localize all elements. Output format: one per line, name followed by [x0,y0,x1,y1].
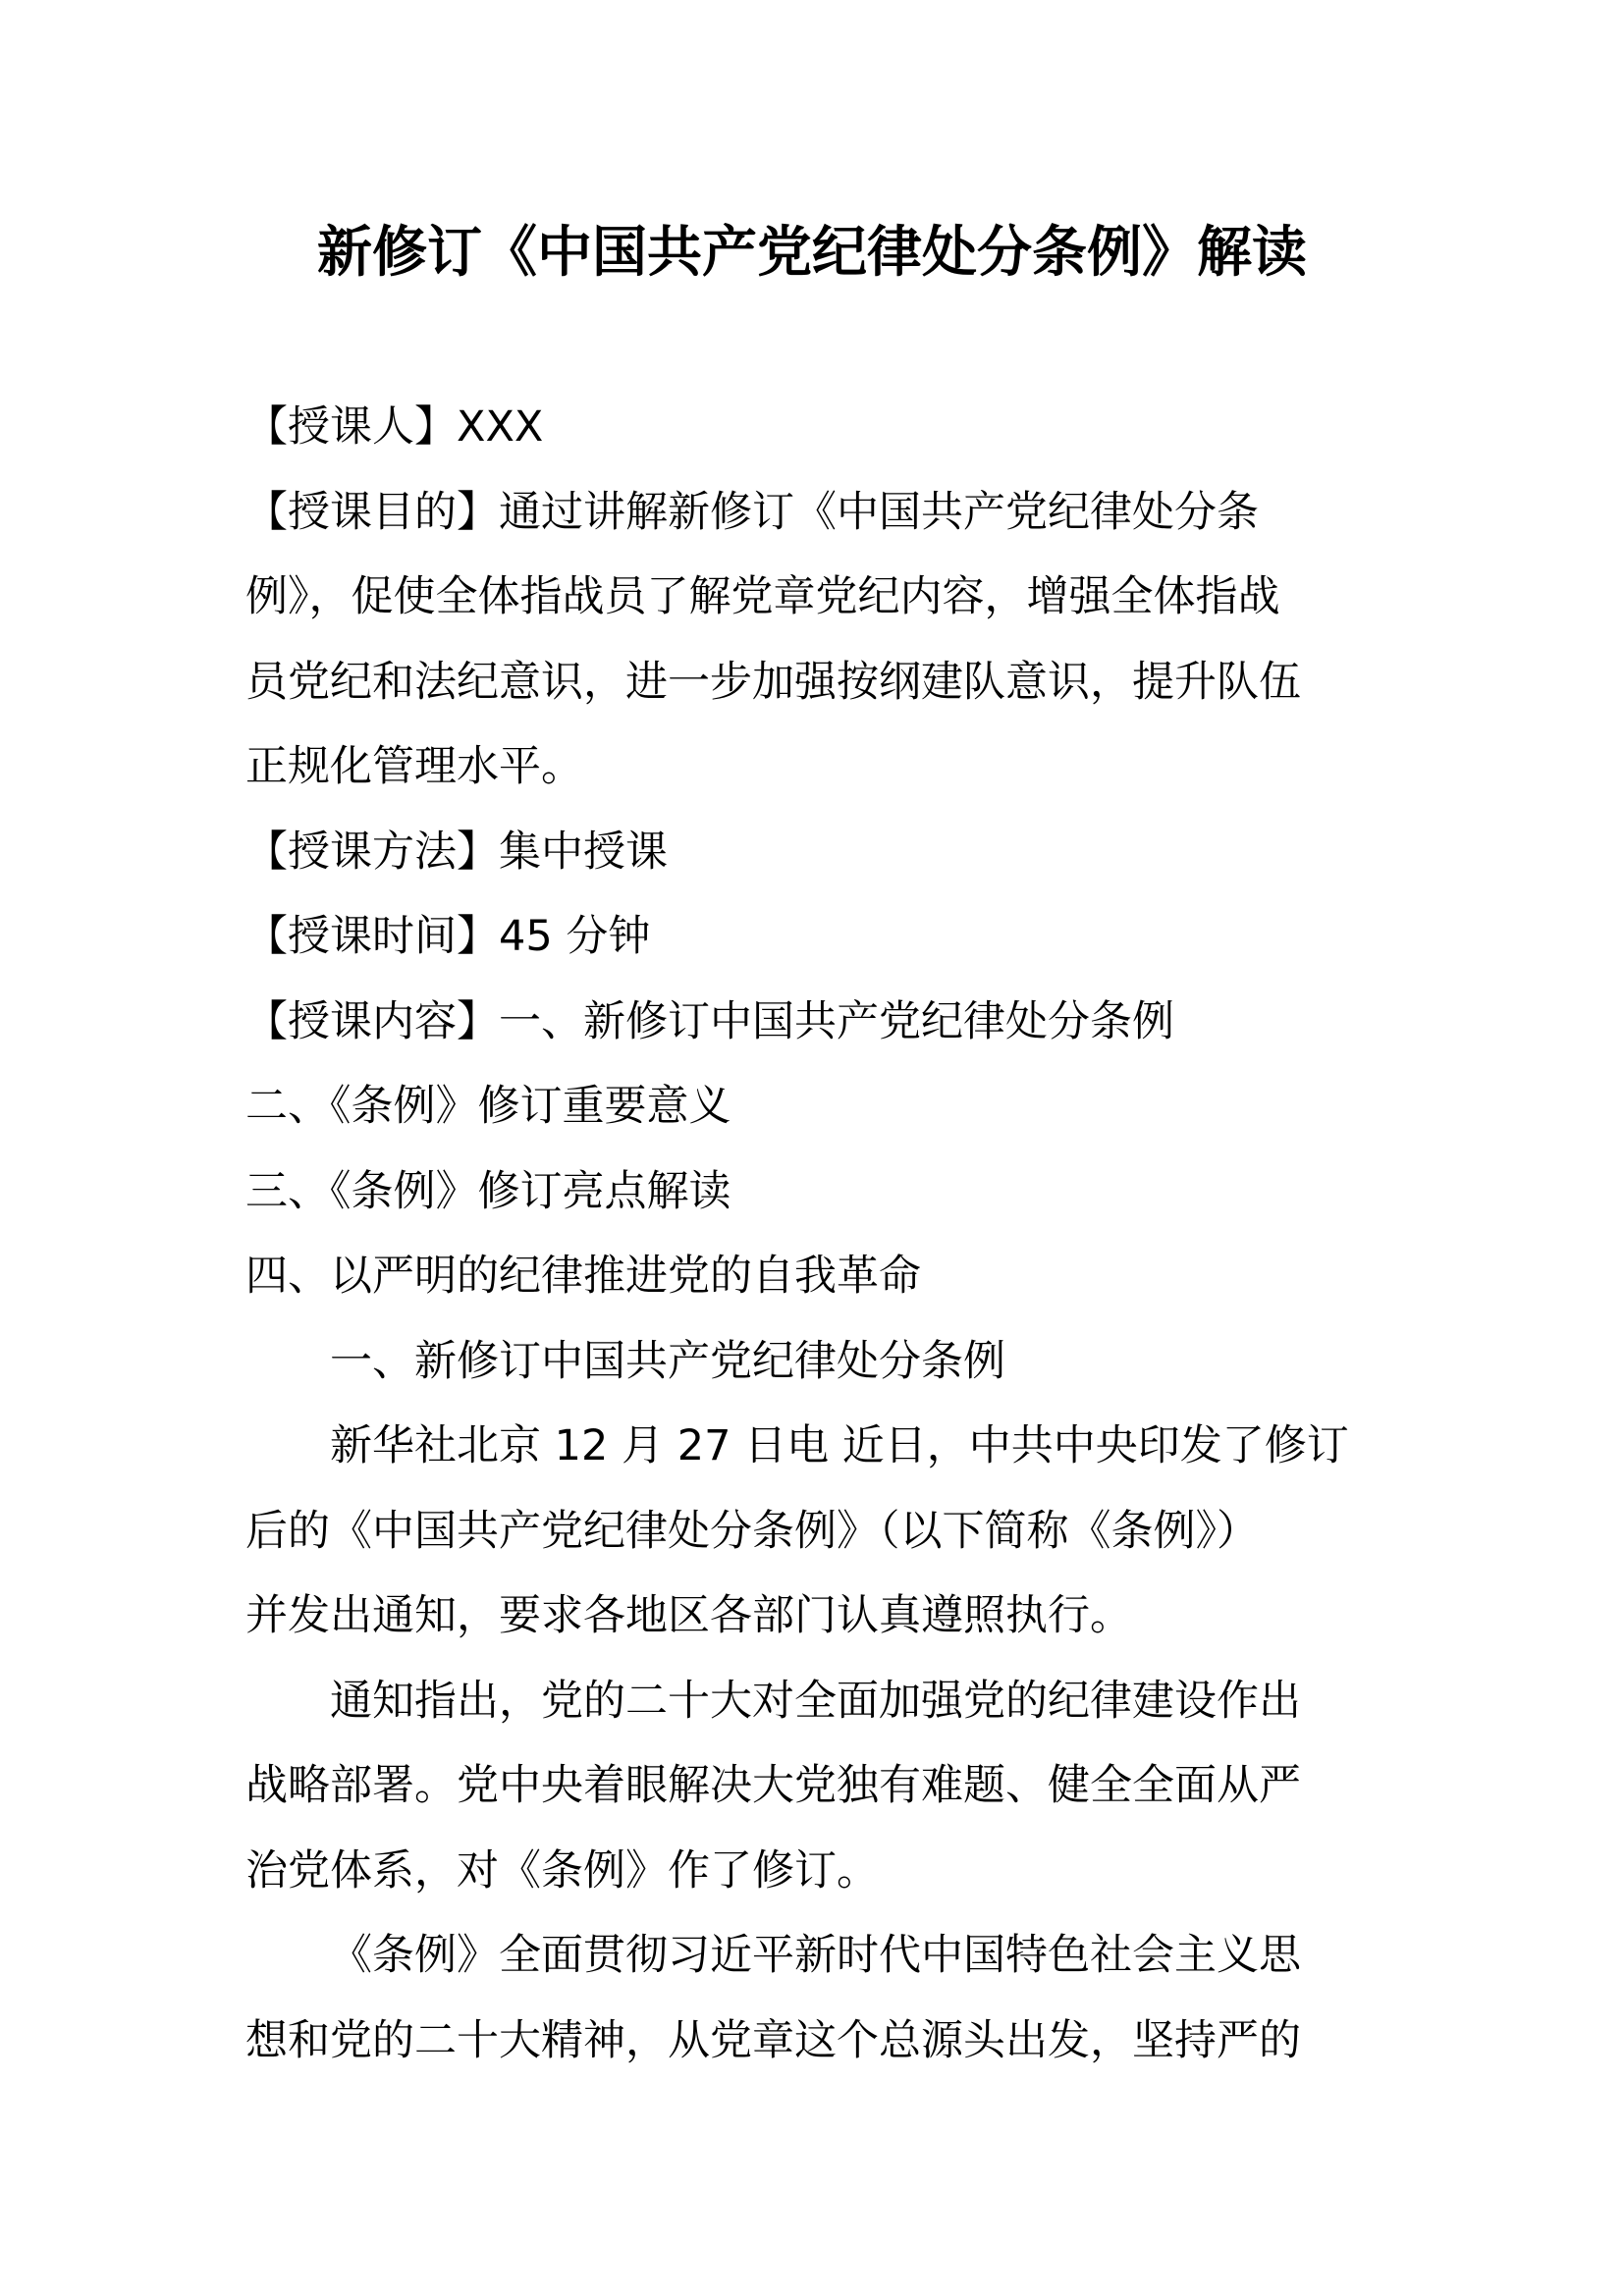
purpose-line-3: 员党纪和法纪意识，进一步加强按纲建队意识，提升队伍 [245,658,1301,707]
paragraph-1-line-1: 新华社北京 12 月 27 日电 近日，中共中央印发了修订 [330,1421,1349,1470]
method-line: 【授课方法】集中授课 [245,828,668,877]
section-heading: 一、新修订中国共产党纪律处分条例 [330,1337,1005,1386]
content-line-4: 四、以严明的纪律推进党的自我革命 [245,1252,921,1301]
lecturer-line: 【授课人】XXX [245,402,544,452]
purpose-line-4: 正规化管理水平。 [245,742,583,791]
paragraph-2-line-3: 治党体系，对《条例》作了修订。 [245,1846,879,1896]
paragraph-3-line-2: 想和党的二十大精神，从党章这个总源头出发，坚持严的 [245,2016,1301,2065]
content-line-1: 【授课内容】一、新修订中国共产党纪律处分条例 [245,997,1174,1046]
paragraph-1-line-3: 并发出通知，要求各地区各部门认真遵照执行。 [245,1591,1132,1640]
paragraph-2-line-1: 通知指出，党的二十大对全面加强党的纪律建设作出 [330,1677,1301,1726]
paragraph-3-line-1: 《条例》全面贯彻习近平新时代中国特色社会主义思 [330,1931,1301,1980]
document-title: 新修订《中国共产党纪律处分条例》解读 [317,221,1307,285]
content-line-2: 二、《条例》修订重要意义 [245,1082,731,1131]
paragraph-2-line-2: 战略部署。党中央着眼解决大党独有难题、健全全面从严 [245,1761,1301,1810]
paragraph-1-line-2: 后的《中国共产党纪律处分条例》（以下简称《条例》） [245,1507,1259,1556]
purpose-line-2: 例》，促使全体指战员了解党章党纪内容，增强全体指战 [245,572,1280,621]
purpose-line-1: 【授课目的】通过讲解新修订《中国共产党纪律处分条 [245,488,1259,537]
content-line-3: 三、《条例》修订亮点解读 [245,1167,731,1216]
time-line: 【授课时间】45 分钟 [245,912,651,961]
